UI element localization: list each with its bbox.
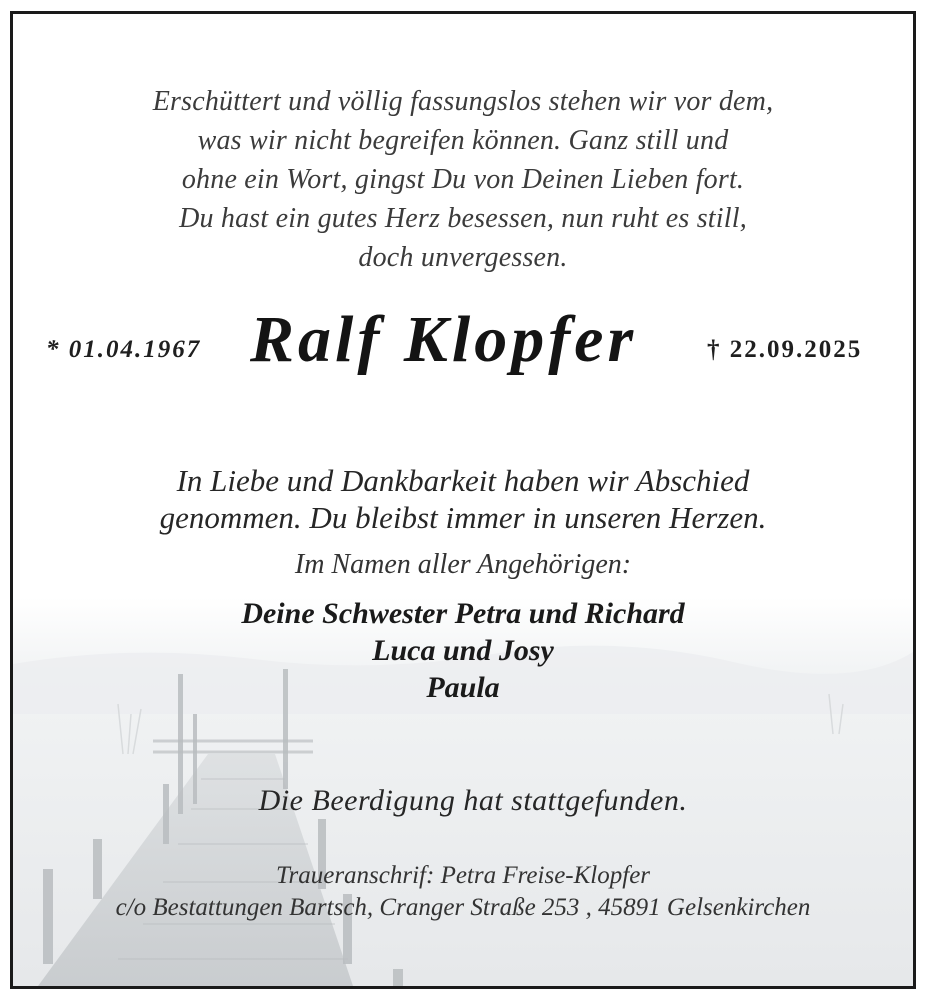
family-name-line: Deine Schwester Petra und Richard bbox=[241, 597, 685, 630]
intro-poem-line: doch unvergessen. bbox=[358, 242, 568, 273]
family-names bbox=[13, 595, 913, 706]
farewell-line: genommen. Du bleibst immer in unseren Herzen. bbox=[159, 500, 767, 535]
mourning-address bbox=[13, 860, 913, 924]
deceased-row bbox=[13, 302, 913, 382]
intro-poem-line: was wir nicht begreifen können. Ganz still und bbox=[197, 125, 729, 156]
obituary-content bbox=[13, 14, 913, 986]
birth-date: * 01.04.1967 bbox=[46, 336, 202, 363]
obituary-card bbox=[10, 11, 916, 989]
family-name-line: Paula bbox=[426, 671, 500, 704]
address-line: Traueranschrif: Petra Freise-Klopfer bbox=[275, 862, 651, 889]
intro-poem-line: Du hast ein gutes Herz besessen, nun ruht es still, bbox=[179, 203, 747, 234]
intro-poem bbox=[13, 82, 913, 277]
deceased-name: Ralf Klopfer bbox=[250, 303, 638, 376]
farewell-line: In Liebe und Dankbarkeit haben wir Abschied bbox=[176, 463, 750, 498]
intro-poem-line: ohne ein Wort, gingst Du von Deinen Lieben fort. bbox=[181, 164, 745, 195]
family-intro: Im Namen aller Angehörigen: bbox=[294, 549, 632, 580]
intro-poem-line: Erschüttert und völlig fassungslos stehen wir vor dem, bbox=[152, 86, 774, 117]
death-date: † 22.09.2025 bbox=[707, 336, 863, 363]
family-name-line: Luca und Josy bbox=[372, 634, 554, 667]
funeral-note: Die Beerdigung hat stattgefunden. bbox=[258, 784, 688, 817]
address-line: c/o Bestattungen Bartsch, Cranger Straße 253 , 45891 Gelsenkirchen bbox=[115, 894, 811, 921]
farewell-text bbox=[13, 462, 913, 536]
